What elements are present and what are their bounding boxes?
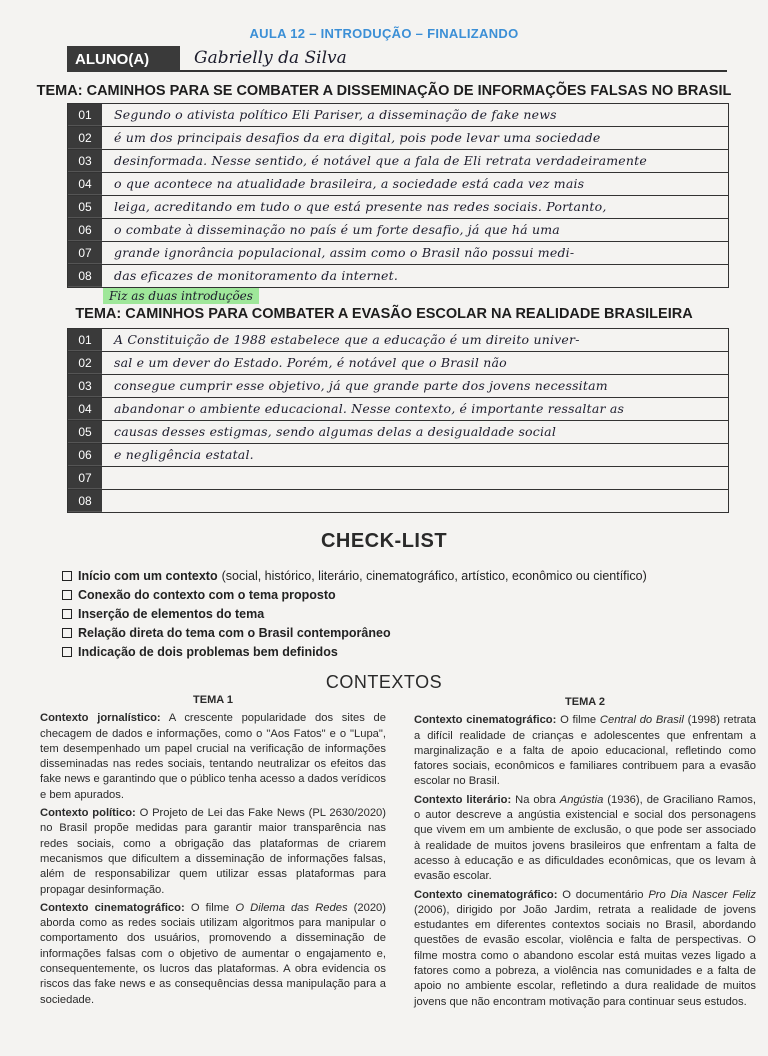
student-label: ALUNO(A) <box>67 46 180 72</box>
line-text <box>102 490 728 512</box>
line-number: 04 <box>68 173 102 195</box>
student-name: Gabrielly da Silva <box>194 48 347 68</box>
checklist-item-bold: Relação direta do tema com o Brasil contemporâneo <box>78 625 391 640</box>
line-text: causas desses estigmas, sendo algumas delas a desigualdade social <box>114 424 557 439</box>
context-text: (1936), de Graciliano Ramos, o autor descreve a angústia existencial e social dos personagens que vivem em um ambiente de exclusão, o que pode ser associado à realidade de muitos jovens brasileiros que enfrentam a falta de acesso à educação e as dificuldades econômicas, que os levam à evasão escolar. <box>414 793 756 883</box>
answer-line <box>68 467 728 490</box>
line-number: 05 <box>68 421 102 443</box>
contextos-tema1 <box>40 693 386 1011</box>
tema1-title <box>0 83 768 99</box>
line-number: 01 <box>68 329 102 351</box>
checkbox-icon <box>62 647 72 657</box>
line-text: grande ignorância populacional, assim como o Brasil não possui medi- <box>114 245 575 260</box>
tema1-text: : CAMINHOS PARA SE COMBATER A DISSEMINAÇÃO DE INFORMAÇÕES FALSAS NO BRASIL <box>77 83 732 99</box>
line-number: 01 <box>68 104 102 126</box>
line-number: 07 <box>68 242 102 264</box>
context-pre: O documentário <box>557 888 649 901</box>
line-number: 08 <box>68 265 102 287</box>
context-paragraph <box>414 793 756 885</box>
context-paragraph <box>414 713 756 789</box>
context-paragraph <box>40 901 386 1008</box>
checklist-item <box>62 623 742 642</box>
tema2-text: : CAMINHOS PARA COMBATER A EVASÃO ESCOLAR NA REALIDADE BRASILEIRA <box>116 306 693 322</box>
contextos-tema1-heading: TEMA 1 <box>193 694 233 706</box>
line-text: o combate à disseminação no país é um forte desafio, já que há uma <box>114 222 560 237</box>
line-number: 06 <box>68 219 102 241</box>
context-paragraph <box>40 711 386 803</box>
context-work-title: Angústia <box>559 793 604 806</box>
line-text: é um dos principais desafios da era digital, pois pode levar uma sociedade <box>114 130 601 145</box>
answer-line <box>68 329 728 352</box>
line-text <box>102 467 728 489</box>
answer-line <box>68 196 728 219</box>
line-text: e negligência estatal. <box>114 447 254 462</box>
context-text: O Projeto de Lei das Fake News (PL 2630/2020) no Brasil propõe medidas para garantir maior transparência nas redes sociais, como a obrigação das plataformas de criarem mecanismos que dificultem a disseminação de informações falsas, além de responsabilizar quem utilizar essas plataformas para propagar desinformação. <box>40 807 386 896</box>
line-number: 07 <box>68 467 102 489</box>
answer-line <box>68 444 728 467</box>
checkbox-icon <box>62 571 72 581</box>
checklist-item <box>62 585 742 604</box>
tema2-title <box>0 306 768 322</box>
line-text: abandonar o ambiente educacional. Nesse contexto, é importante ressaltar as <box>114 401 625 416</box>
line-text: o que acontece na atualidade brasileira, a sociedade está cada vez mais <box>114 176 585 191</box>
line-text: A Constituição de 1988 estabelece que a educação é um direito univer- <box>114 332 580 347</box>
line-number: 03 <box>68 150 102 172</box>
checklist <box>62 566 742 661</box>
checkbox-icon <box>62 590 72 600</box>
checklist-title: CHECK-LIST <box>320 530 448 552</box>
context-text: (2006), dirigido por João Jardim, retrata a realidade de jovens estudantes em diferentes contextos sociais no Brasil, abordando questões de evasão escolar, violência e falta de perspectivas. O filme mostra como o abandono escolar está muitas vezes ligado a fatores como a pobreza, a violência nas comunidades e a falta de apoio no ambiente escolar, refletindo a dura realidade de muitos jovens que não encontram motivação para continuar seus estudos. <box>414 903 756 1008</box>
checklist-item-bold: Indicação de dois problemas bem definidos <box>78 644 338 659</box>
context-label: Contexto cinematográfico: <box>40 901 185 914</box>
context-paragraph <box>414 888 756 1010</box>
line-number: 02 <box>68 352 102 374</box>
line-text: Segundo o ativista político Eli Pariser, a disseminação de fake news <box>114 107 557 122</box>
student-row <box>67 46 727 72</box>
context-text: (2020) aborda como as redes sociais utilizam algoritmos para manipular o comportamento dos usuários, promovendo a disseminação de informações falsas com o objetivo de aumentar o engajamento e, consequentemente, os lucros das plataformas. A obra evidencia os riscos das fake news e as consequências dessa manipulação para a sociedade. <box>40 901 386 1006</box>
answer-line <box>68 104 728 127</box>
context-text: A crescente popularidade dos sites de checagem de dados e informações, como o "Aos Fatos" e o "Lupa", tem desempenhado um papel crucial na verificação de informações disseminadas nas redes sociais, tentando neutralizar os efeitos das fake news e garantindo que o público tenha acesso a dados verídicos e bem apurados. <box>40 712 386 801</box>
context-work-title: O Dilema das Redes <box>235 901 348 914</box>
checklist-item-bold: Conexão do contexto com o tema proposto <box>78 587 336 602</box>
contextos-tema2 <box>414 695 756 1013</box>
context-pre: O filme <box>556 714 600 727</box>
tema2-label: TEMA <box>75 306 117 322</box>
answer-line <box>68 398 728 421</box>
context-label: Contexto cinematográfico: <box>414 888 558 901</box>
tema1-label: TEMA <box>36 83 78 99</box>
line-text: leiga, acreditando em tudo o que está presente nas redes sociais. Portanto, <box>114 199 607 214</box>
answer-line <box>68 265 728 287</box>
answer-line <box>68 127 728 150</box>
answer-line <box>68 173 728 196</box>
context-label: Contexto cinematográfico: <box>414 714 557 727</box>
checklist-item <box>62 604 742 623</box>
context-pre: Na obra <box>511 793 560 806</box>
line-number: 04 <box>68 398 102 420</box>
context-work-title: Central do Brasil <box>599 714 684 727</box>
answer-line <box>68 150 728 173</box>
checklist-item-bold: Início com um contexto <box>78 568 218 583</box>
lesson-title: AULA 12 – INTRODUÇÃO – FINALIZANDO <box>249 26 519 41</box>
line-number: 02 <box>68 127 102 149</box>
answer-line <box>68 352 728 375</box>
line-text: das eficazes de monitoramento da internet. <box>114 268 399 283</box>
checkbox-icon <box>62 628 72 638</box>
tema1-lines <box>67 103 729 288</box>
context-label: Contexto político: <box>40 807 136 820</box>
context-paragraph <box>40 806 386 898</box>
context-work-title: Pro Dia Nascer Feliz <box>648 888 756 901</box>
answer-line <box>68 490 728 512</box>
contextos-tema2-heading: TEMA 2 <box>565 696 605 708</box>
tema2-lines <box>67 328 729 513</box>
answer-line <box>68 219 728 242</box>
context-label: Contexto jornalístico: <box>40 712 161 725</box>
line-text: consegue cumprir esse objetivo, já que grande parte dos jovens necessitam <box>114 378 608 393</box>
answer-line <box>68 375 728 398</box>
line-number: 06 <box>68 444 102 466</box>
checkbox-icon <box>62 609 72 619</box>
line-number: 05 <box>68 196 102 218</box>
checklist-item <box>62 642 742 661</box>
teacher-note: Fiz as duas introduções <box>103 288 259 304</box>
answer-line <box>68 242 728 265</box>
context-pre: O filme <box>184 901 236 914</box>
line-text: desinformada. Nesse sentido, é notável que a fala de Eli retrata verdadeiramente <box>114 153 647 168</box>
line-text: sal e um dever do Estado. Porém, é notável que o Brasil não <box>114 355 507 370</box>
answer-line <box>68 421 728 444</box>
student-name-field <box>180 46 727 72</box>
contextos-title: CONTEXTOS <box>325 672 443 692</box>
checklist-item <box>62 566 742 585</box>
checklist-item-bold: Inserção de elementos do tema <box>78 606 265 621</box>
line-number: 03 <box>68 375 102 397</box>
context-text: (1998) retrata a difícil realidade de crianças e adolescentes que enfrentam a marginalização e a falta de apoio educacional, refletindo como fatores sociais, econômicos e familiares contribuem para a evasão escolar no Brasil. <box>414 714 756 788</box>
line-number: 08 <box>68 490 102 512</box>
context-label: Contexto literário: <box>414 793 512 806</box>
checklist-item-detail: (social, histórico, literário, cinematográfico, artístico, econômico ou científico) <box>221 568 647 583</box>
